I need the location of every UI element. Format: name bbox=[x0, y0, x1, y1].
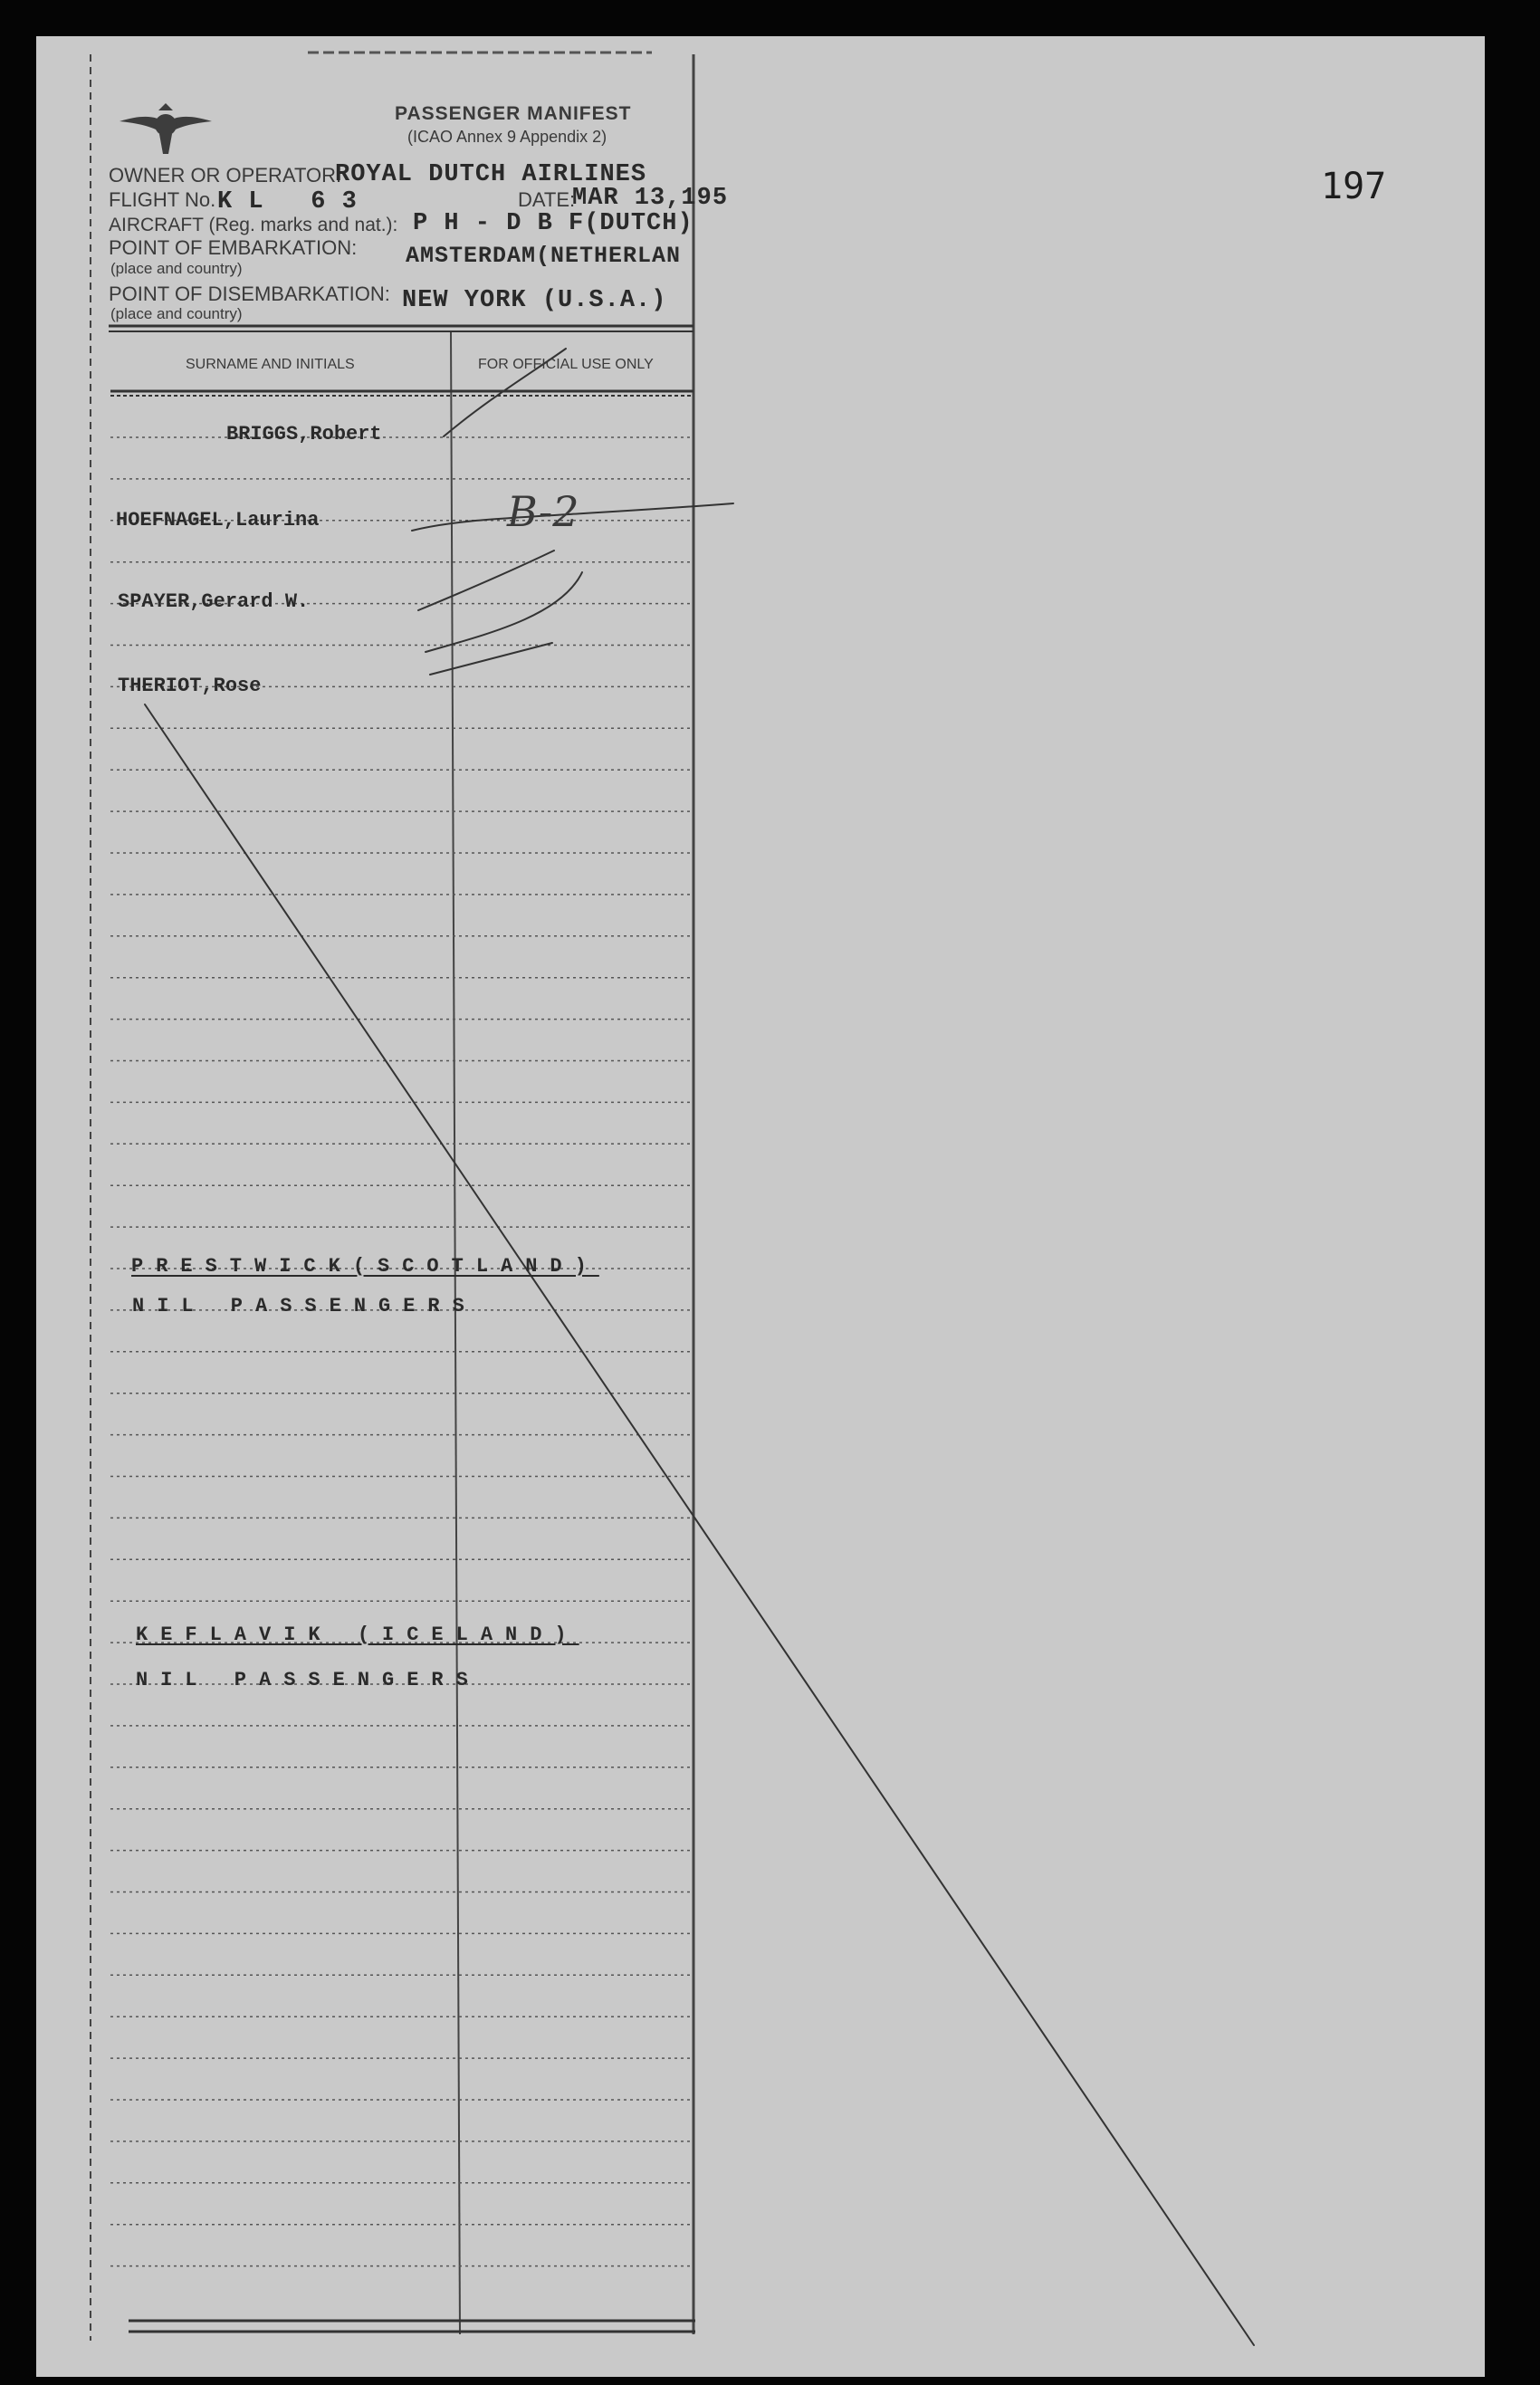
passenger-row: HOEFNAGEL,Laurina bbox=[116, 509, 320, 532]
section-note-keflavik: NIL PASSENGERS bbox=[136, 1669, 481, 1691]
section-note-prestwick: NIL PASSENGERS bbox=[132, 1295, 477, 1317]
page-number: 197 bbox=[1321, 166, 1387, 207]
section-heading-keflavik: KEFLAVIK (ICELAND) bbox=[136, 1624, 579, 1646]
manifest-subtitle: (ICAO Annex 9 Appendix 2) bbox=[407, 128, 607, 146]
flight-value: K L 6 3 bbox=[217, 188, 358, 216]
passenger-row: THERIOT,Rose bbox=[118, 675, 262, 697]
strike-through-line bbox=[145, 704, 1254, 2345]
disembarkation-sub: (place and country) bbox=[110, 305, 243, 322]
official-column-header: FOR OFFICIAL USE ONLY bbox=[478, 357, 654, 372]
official-mark: B-2 bbox=[507, 487, 579, 536]
embarkation-value: AMSTERDAM(NETHERLAN bbox=[406, 243, 682, 269]
manifest-title: PASSENGER MANIFEST bbox=[395, 103, 632, 124]
column-divider bbox=[451, 332, 460, 2334]
embarkation-label: POINT OF EMBARKATION: bbox=[109, 236, 358, 259]
aircraft-value: P H - D B F(DUTCH) bbox=[413, 210, 693, 237]
disembarkation-label: POINT OF DISEMBARKATION: bbox=[109, 283, 390, 305]
embarkation-sub: (place and country) bbox=[110, 260, 243, 277]
disembarkation-value: NEW YORK (U.S.A.) bbox=[402, 287, 667, 314]
official-slash bbox=[430, 643, 552, 675]
flight-label: FLIGHT No. bbox=[109, 188, 216, 211]
passenger-row: BRIGGS,Robert bbox=[226, 423, 382, 445]
official-slash bbox=[418, 551, 554, 610]
date-value: MAR 13,195 bbox=[572, 185, 729, 212]
owner-label: OWNER OR OPERATOR: bbox=[109, 164, 342, 187]
owner-value: ROYAL DUTCH AIRLINES bbox=[335, 161, 647, 188]
aircraft-label: AIRCRAFT (Reg. marks and nat.): bbox=[109, 215, 398, 235]
passenger-row: SPAYER,Gerard W. bbox=[118, 590, 310, 613]
surname-column-header: SURNAME AND INITIALS bbox=[186, 357, 355, 372]
date-label: DATE: bbox=[518, 188, 576, 211]
airline-logo-icon bbox=[116, 101, 215, 156]
official-slash bbox=[426, 572, 582, 652]
section-heading-prestwick: PRESTWICK(SCOTLAND) bbox=[131, 1255, 599, 1278]
